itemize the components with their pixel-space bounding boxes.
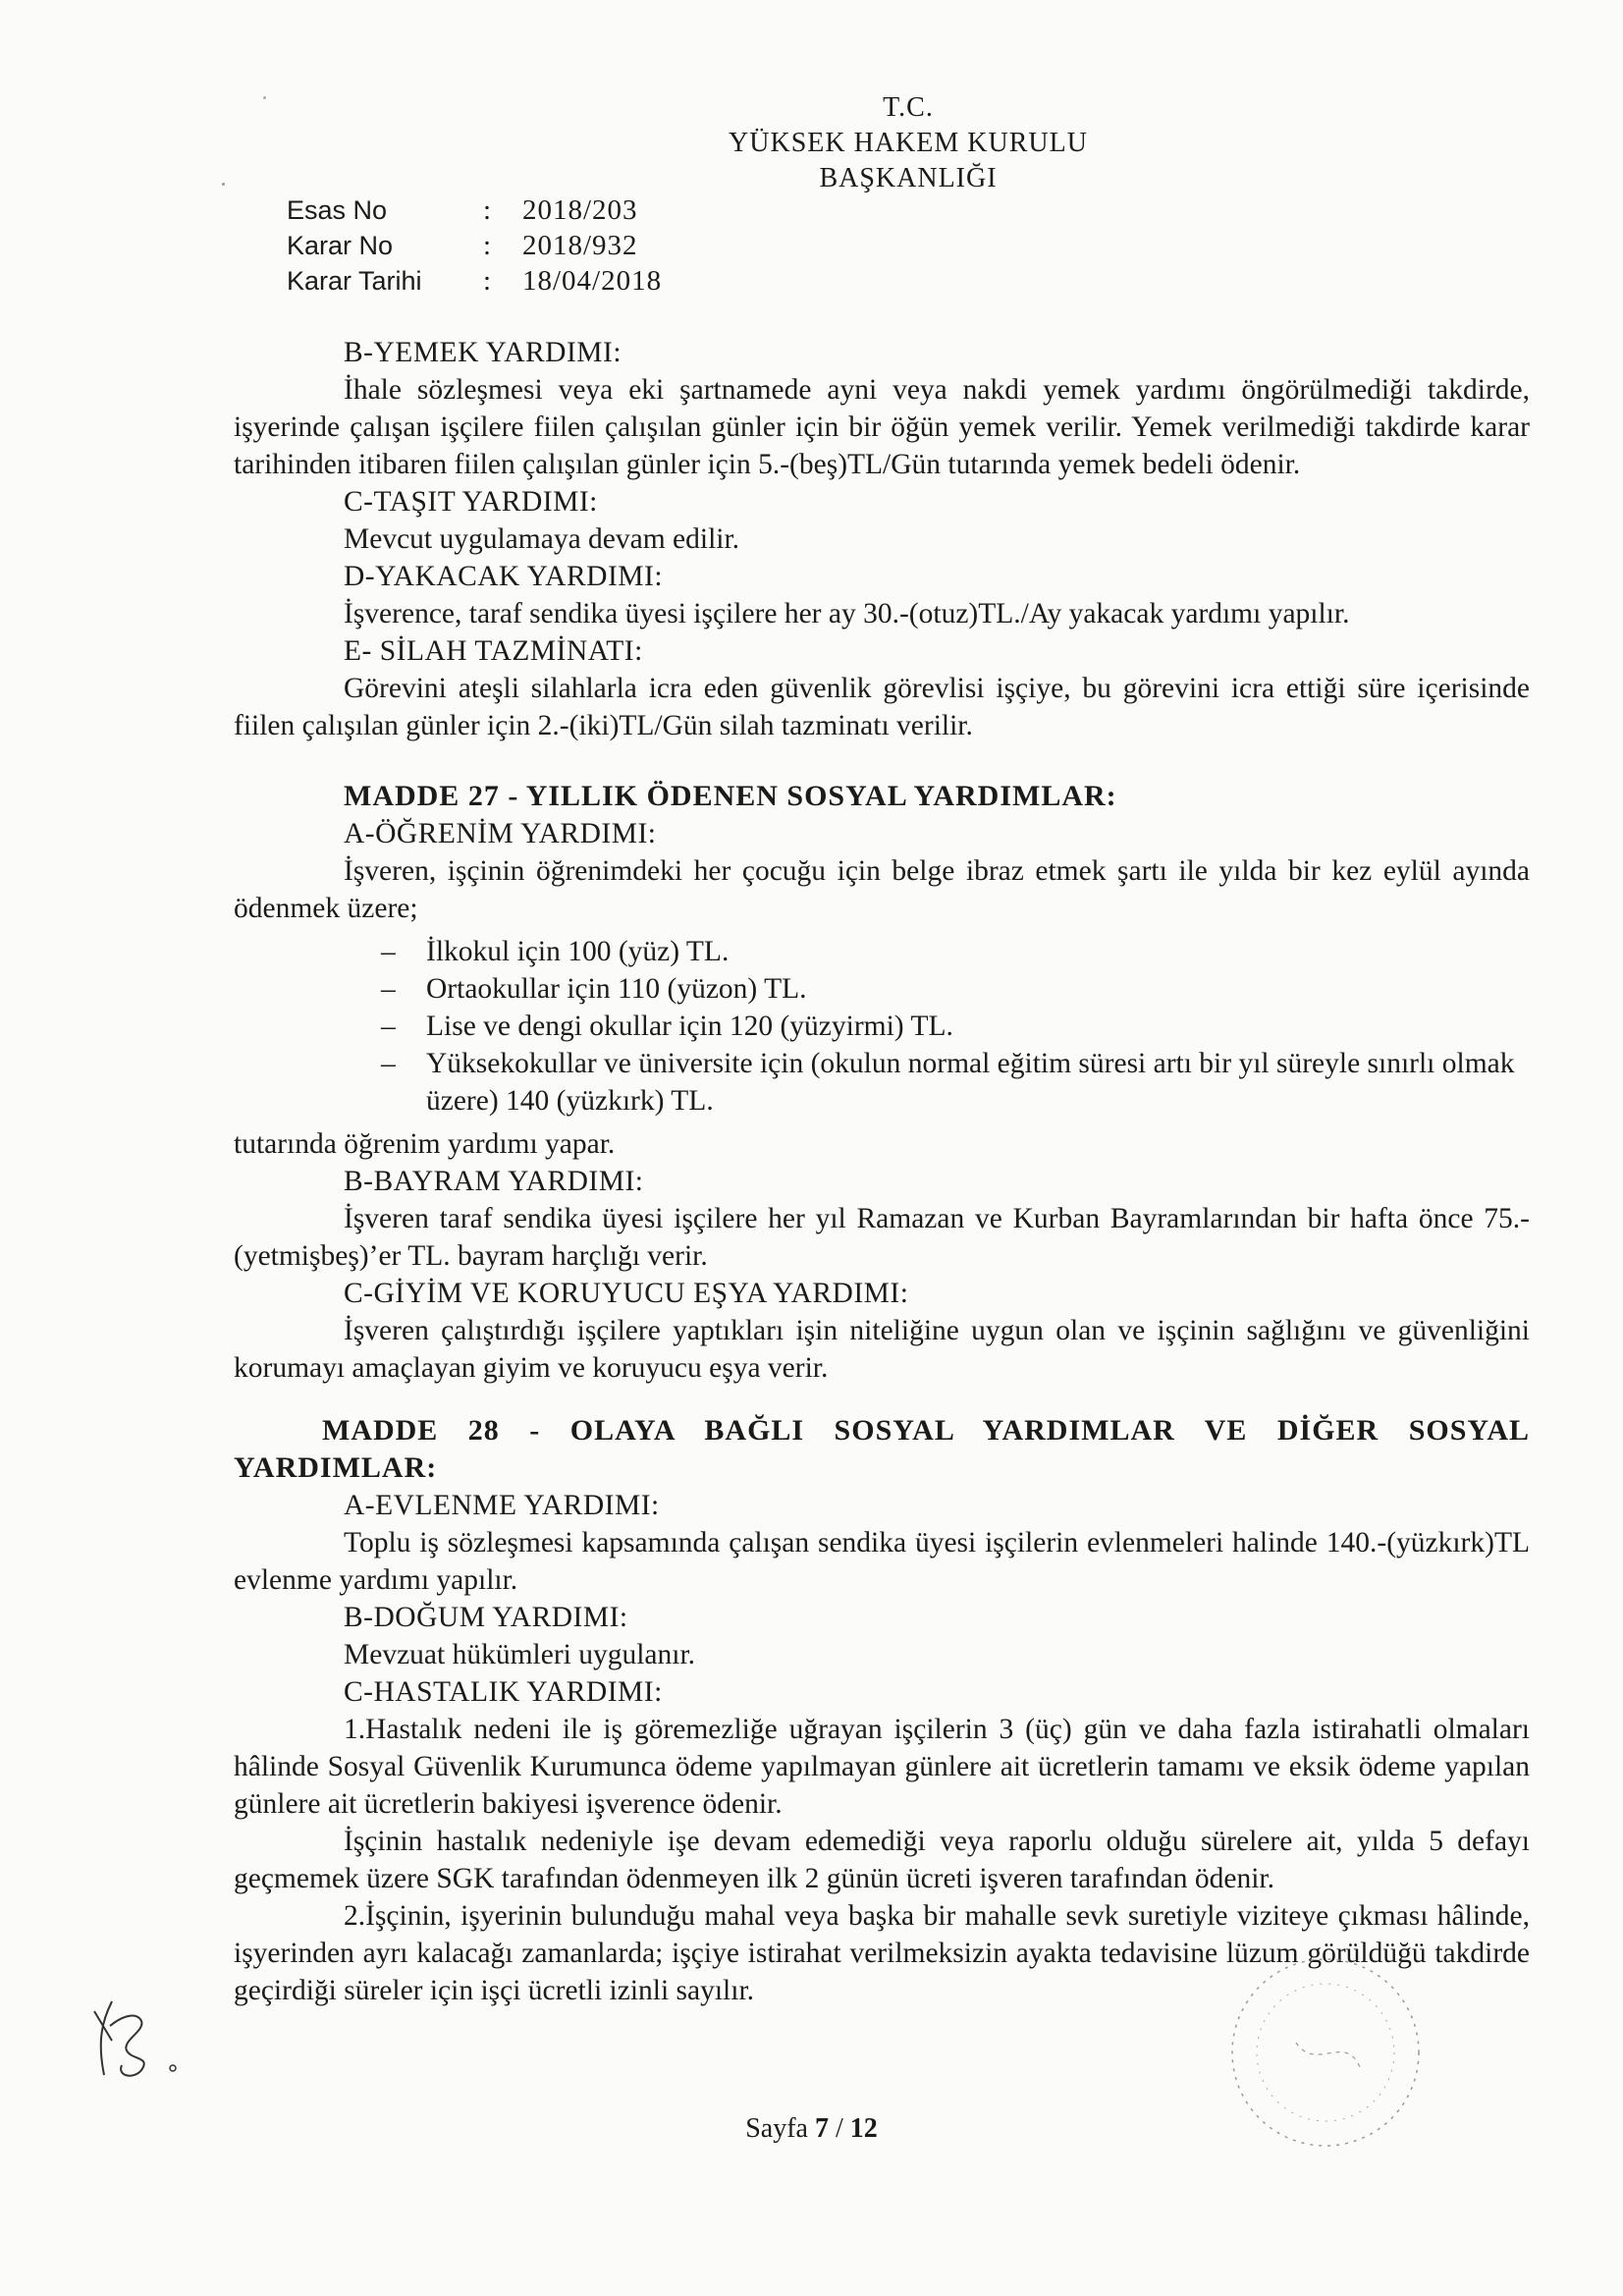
- handwritten-initials-icon: [82, 1982, 190, 2090]
- header-line-name: YÜKSEK HAKEM KURULU: [729, 128, 1088, 158]
- section-title: C-GİYİM VE KORUYUCU EŞYA YARDIMI:: [344, 1278, 909, 1309]
- section-title: E- SİLAH TAZMİNATI:: [344, 635, 643, 667]
- section-paragraph: Görevini ateşli silahlarla icra eden güvenlik görevlisi işçiye, bu görevini icra ettiği süre içerisinde fiilen çalışılan günler için 2.-(iki)TL/Gün silah tazminatı verilir.: [234, 673, 1530, 741]
- meta-label: Karar No: [287, 231, 394, 260]
- header-line-dept: BAŞKANLIĞI: [819, 163, 998, 193]
- section-paragraph: Mevcut uygulamaya devam edilir.: [344, 523, 740, 555]
- list-item: – Yüksekokullar ve üniversite için (okulun normal eğitim süresi artı bir yıl süreyle sınırlı olmak üzere) 140 (yüzkırk) TL.: [381, 1045, 1530, 1120]
- section-paragraph: İşveren taraf sendika üyesi işçilere her yıl Ramazan ve Kurban Bayramlarından bir hafta önce 75.-(yetmişbeş)’er TL. bayram harçlığı verir.: [234, 1203, 1530, 1272]
- list-item: – Lise ve dengi okullar için 120 (yüzyirmi) TL.: [381, 1008, 1530, 1045]
- meta-row-karar: [287, 228, 662, 263]
- section-paragraph: İşveren çalıştırdığı işçilere yaptıkları işin niteliğine uygun olan ve işçinin sağlığını ve güvenliğini korumayı amaçlayan giyim ve koruyucu eşya verir.: [234, 1315, 1530, 1384]
- section-title: D-YAKACAK YARDIMI:: [344, 561, 664, 592]
- meta-colon: :: [483, 230, 492, 261]
- section-paragraph: İşçinin hastalık nedeniyle işe devam edemediği veya raporlu olduğu sürelere ait, yılda 5 defayı geçmemek üzere SGK tarafından ödenmeyen ilk 2 günün ücreti işveren tarafından ödenir.: [234, 1826, 1530, 1894]
- meta-row-tarih: [287, 263, 662, 299]
- meta-value: 2018/932: [522, 230, 638, 261]
- meta-row-esas: [287, 192, 662, 228]
- section-title: B-BAYRAM YARDIMI:: [344, 1166, 644, 1197]
- section-paragraph: İşverence, taraf sendika üyesi işçilere her ay 30.-(otuz)TL./Ay yakacak yardımı yapılır.: [344, 598, 1350, 629]
- scan-speck: [263, 96, 266, 99]
- scan-speck: [222, 183, 225, 186]
- meta-colon: :: [483, 265, 492, 297]
- meta-value: 2018/203: [522, 194, 638, 226]
- meta-label: Karar Tarihi: [287, 266, 422, 296]
- spacer: [234, 744, 1530, 760]
- section-title: B-DOĞUM YARDIMI:: [344, 1602, 628, 1633]
- section-title: A-EVLENME YARDIMI:: [344, 1490, 660, 1521]
- meta-label: Esas No: [287, 195, 388, 225]
- document-body: [234, 334, 1530, 2009]
- page-footer: [0, 2113, 1623, 2145]
- education-amounts-list: [234, 933, 1530, 1120]
- meta-colon: :: [483, 194, 492, 226]
- section-title: C-HASTALIK YARDIMI:: [344, 1676, 663, 1708]
- section-paragraph: İşveren, işçinin öğrenimdeki her çocuğu için belge ibraz etmek şartı ile yılda bir kez eylül ayında ödenmek üzere;: [234, 855, 1530, 924]
- section-title: A-ÖĞRENİM YARDIMI:: [344, 818, 657, 849]
- section-title: C-TAŞIT YARDIMI:: [344, 486, 598, 518]
- list-item: – İlkokul için 100 (yüz) TL.: [381, 933, 1530, 970]
- section-paragraph: İhale sözleşmesi veya eki şartnamede ayni veya nakdi yemek yardımı öngörülmediği takdirde, işyerinde çalışan işçilere fiilen çalışılan günler için bir öğün yemek verilir. Yemek verilmediği takdirde karar tarihinden itibaren fiilen çalışılan günler için 5.-(beş)TL/Gün tutarında yemek bedeli ödenir.: [234, 374, 1530, 480]
- section-paragraph: Toplu iş sözleşmesi kapsamında çalışan sendika üyesi işçilerin evlenmeleri halinde 140.-(yüzkırk)TL evlenme yardımı yapılır.: [234, 1527, 1530, 1596]
- page-current: 7: [814, 2113, 829, 2144]
- institution-header: [687, 90, 1129, 196]
- footer-prefix: Sayfa: [745, 2113, 815, 2144]
- section-title: B-YEMEK YARDIMI:: [344, 337, 622, 368]
- case-meta: [287, 192, 662, 299]
- header-line-tc: T.C.: [883, 92, 934, 123]
- article-heading: MADDE 28 - OLAYA BAĞLI SOSYAL YARDIMLAR VE DİĞER SOSYAL YARDIMLAR:: [234, 1414, 1530, 1484]
- section-paragraph: tutarında öğrenim yardımı yapar.: [234, 1128, 616, 1160]
- list-item: – Ortaokullar için 110 (yüzon) TL.: [381, 970, 1530, 1008]
- section-paragraph: 2.İşçinin, işyerinin bulunduğu mahal veya başka bir mahalle sevk suretiyle viziteye çıkması hâlinde, işyerinden ayrı kalacağı zamanlarda; işçiye istirahat verilmeksizin ayakta tedavisine lüzum görüldüğü takdirde geçirdiği süreler için işçi ücretli izinli sayılır.: [234, 1900, 1530, 2006]
- article-heading: MADDE 27 - YILLIK ÖDENEN SOSYAL YARDIMLAR:: [344, 780, 1117, 812]
- section-paragraph: 1.Hastalık nedeni ile iş göremezliğe uğrayan işçilerin 3 (üç) gün ve daha fazla istirahatli olmaları hâlinde Sosyal Güvenlik Kurumunca ödeme yapılmayan günlere ait ücretlerin tamamı ve eksik ödeme yapılan günlere ait ücretlerin bakiyesi işverence ödenir.: [234, 1714, 1530, 1820]
- footer-sep: /: [828, 2113, 850, 2144]
- meta-value: 18/04/2018: [522, 265, 663, 297]
- section-paragraph: Mevzuat hükümleri uygulanır.: [344, 1639, 696, 1670]
- page-total: 12: [849, 2113, 878, 2144]
